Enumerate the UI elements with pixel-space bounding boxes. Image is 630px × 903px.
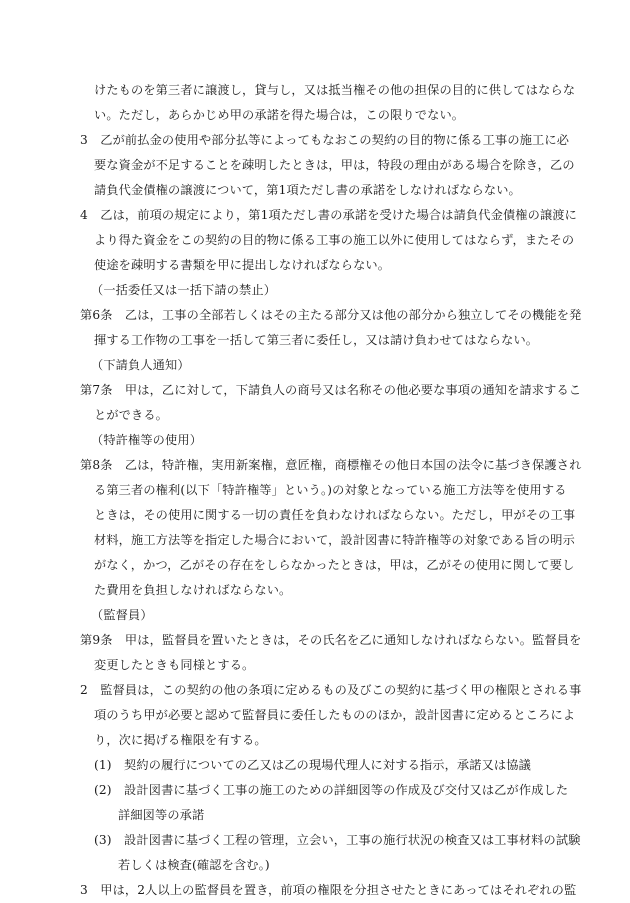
text-line: けたものを第三者に譲渡し，貸与し，又は抵当権その他の担保の目的に供してはならな <box>94 83 576 97</box>
list-item: (1) 契約の履行についての乙又は乙の現場代理人に対する指示，承諾又は協議 <box>94 758 531 772</box>
text-line: 3 乙が前払金の使用や部分払等によってもなおこの契約の目的物に係る工事の施工に必 <box>80 133 570 147</box>
text-line: 詳細図等の承諾 <box>118 808 205 822</box>
list-item: (3) 設計図書に基づく工程の管理，立会い，工事の施行状況の検査又は工事材料の試験 <box>94 833 581 847</box>
text-line: 第8条 乙は，特許権，実用新案権，意匠権，商標権その他日本国の法令に基づき保護され <box>80 458 582 472</box>
text-line: 第7条 甲は，乙に対して，下請負人の商号又は名称その他必要な事項の通知を請求するこ <box>80 383 582 397</box>
section-heading: （下請負人通知） <box>91 358 190 372</box>
text-line: 請負代金債権の譲渡について，第1項ただし書の承諾をしなければならない。 <box>94 183 521 197</box>
text-line: い。ただし，あらかじめ甲の承諾を得た場合は，この限りでない。 <box>94 108 465 122</box>
text-line: 要な資金が不足することを疎明したときは，甲は，特段の理由がある場合を除き，乙の <box>94 158 575 172</box>
list-item: (2) 設計図書に基づく工事の施工のための詳細図等の作成及び交付又は乙が作成した <box>94 783 569 797</box>
text-line: 第6条 乙は，工事の全部若しくはその主たる部分又は他の部分から独立してその機能を発 <box>80 308 582 322</box>
text-line: とができる。 <box>94 408 169 422</box>
text-line: 3 甲は，2人以上の監督員を置き，前項の権限を分担させたときにあってはそれぞれの監 <box>80 883 577 897</box>
text-line: た費用を負担しなければならない。 <box>94 583 292 597</box>
text-line: 第9条 甲は，監督員を置いたときは，その氏名を乙に通知しなければならない。監督員を <box>80 633 582 647</box>
text-line: 4 乙は，前項の規定により，第1項ただし書の承諾を受けた場合は請負代金債権の譲渡に <box>80 208 577 222</box>
text-line: 変更したときも同様とする。 <box>94 658 255 672</box>
text-line: 若しくは検査(確認を含む。) <box>118 858 270 872</box>
section-heading: （一括委任又は一括下請の禁止） <box>91 283 277 297</box>
text-line: がなく，かつ，乙がその存在をしらなかったときは，甲は，乙がその使用に関して要し <box>94 558 575 572</box>
text-line: 材料，施工方法等を指定した場合において，設計図書に特許権等の対象である旨の明示 <box>94 533 575 547</box>
text-line: 2 監督員は，この契約の他の条項に定めるもの及びこの契約に基づく甲の権限とされる事 <box>80 683 582 697</box>
text-line: 項のうち甲が必要と認めて監督員に委任したもののほか，設計図書に定めるところによ <box>94 708 576 722</box>
text-line: る第三者の権利(以下「特許権等」という。)の対象となっている施工方法等を使用する <box>94 483 567 497</box>
section-heading: （特許権等の使用） <box>91 433 203 447</box>
text-line: ときは，その使用に関する一切の責任を負わなければならない。ただし，甲がその工事 <box>94 508 576 522</box>
section-heading: （監督員） <box>91 608 153 622</box>
text-line: より得た資金をこの契約の目的物に係る工事の施工以外に使用してはならず，またその <box>94 233 575 247</box>
text-line: 使途を疎明する書類を甲に提出しなければならない。 <box>94 258 391 272</box>
text-line: り，次に掲げる権限を有する。 <box>94 733 267 747</box>
text-line: 揮する工作物の工事を一括して第三者に委任し，又は請け負わせてはならない。 <box>94 333 539 347</box>
